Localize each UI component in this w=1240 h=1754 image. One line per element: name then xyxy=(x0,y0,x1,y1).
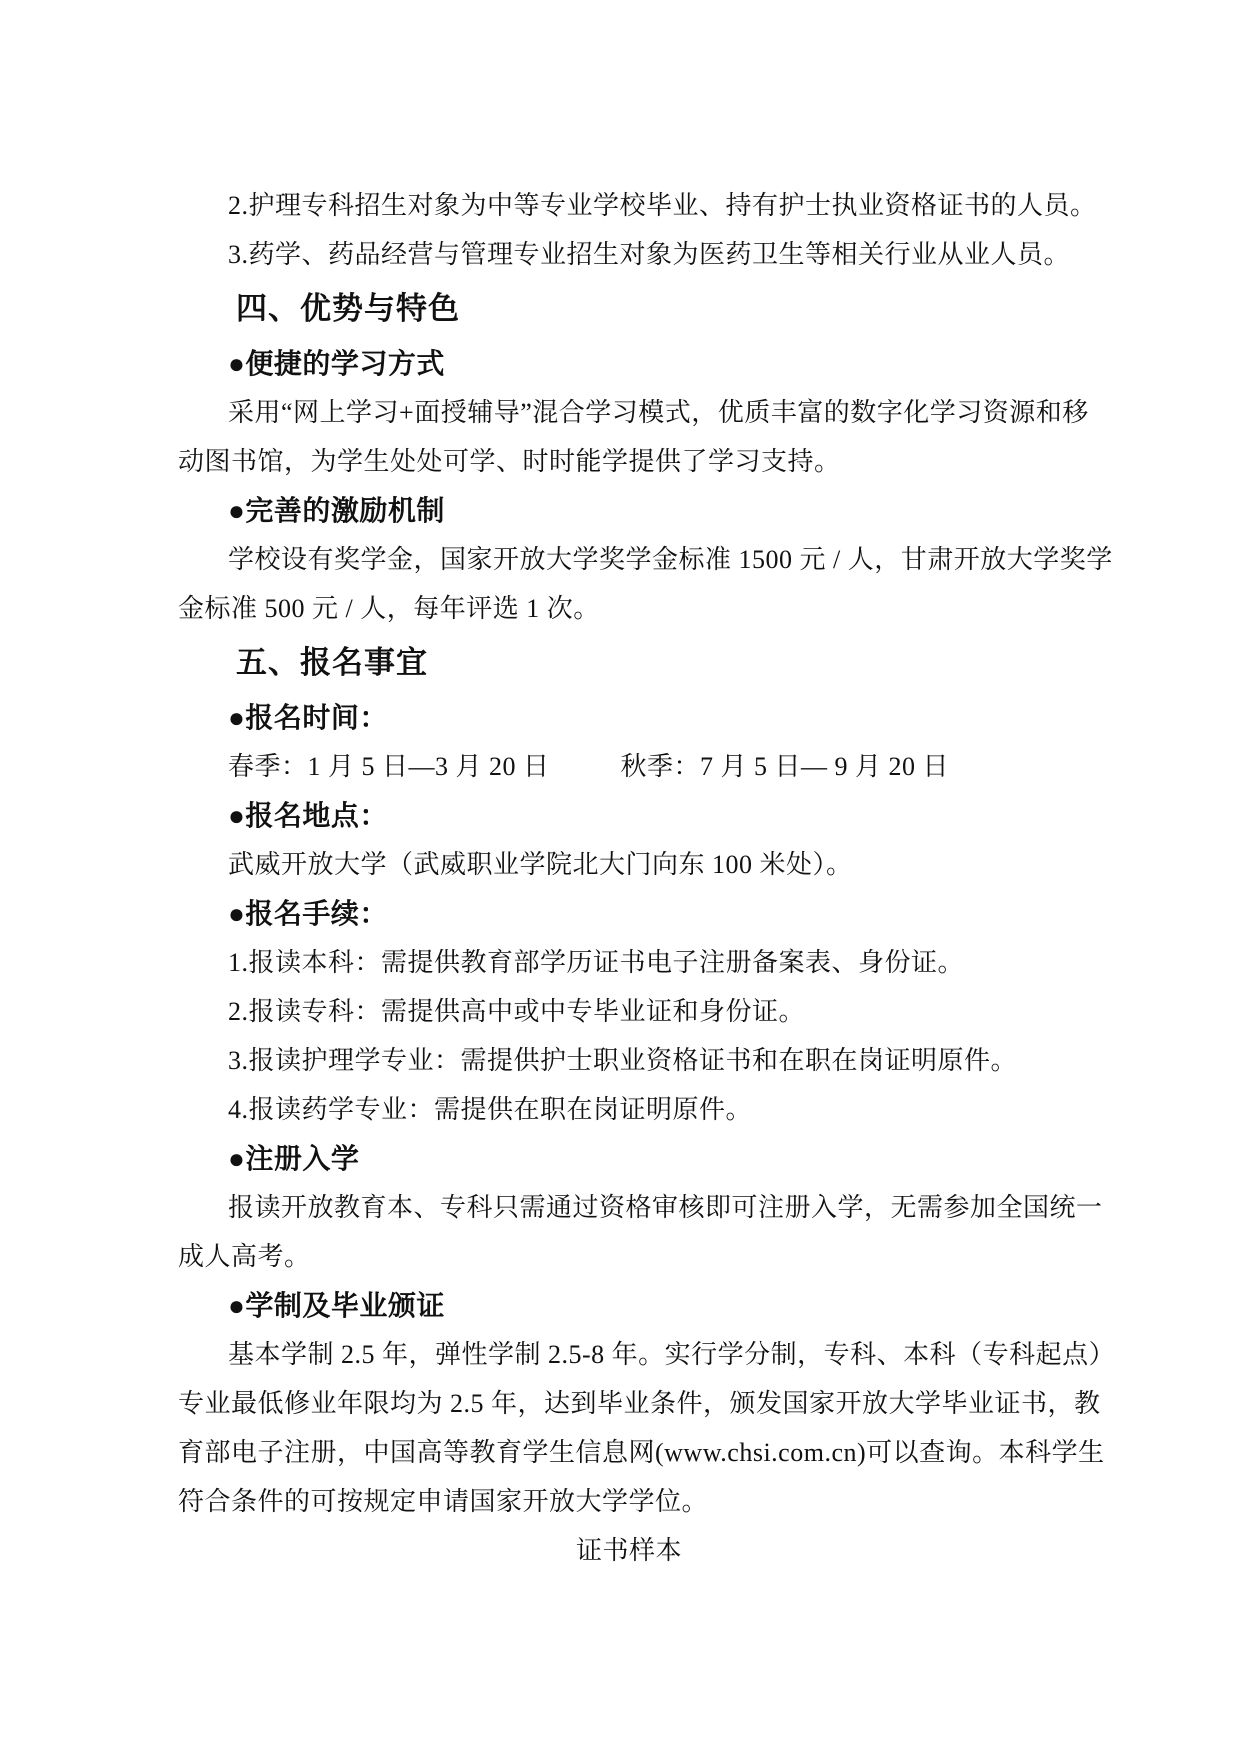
incentive-text-1: 学校设有奖学金，国家开放大学奖学金标准 1500 元 / 人，甘肃开放大学奖学 xyxy=(228,545,1113,574)
enrollment-text-1: 报读开放教育本、专科只需通过资格审核即可注册入学，无需参加全国统一 xyxy=(228,1193,1103,1222)
study-mode-text-1: 采用“网上学习+面授辅导”混合学习模式，优质丰富的数字化学习资源和移 xyxy=(228,398,1089,427)
bullet-study-mode: ●便捷的学习方式 xyxy=(228,348,445,379)
schooling-text-4: 符合条件的可按规定申请国家开放大学学位。 xyxy=(178,1487,709,1516)
bullet-enrollment: ●注册入学 xyxy=(228,1143,360,1174)
incentive-text-2: 金标准 500 元 / 人，每年评选 1 次。 xyxy=(178,594,600,623)
registration-place-text: 武威开放大学（武威职业学院北大门向东 100 米处）。 xyxy=(228,850,853,879)
study-mode-text-2: 动图书馆，为学生处处可学、时时能学提供了学习支持。 xyxy=(178,447,841,476)
bullet-incentive: ●完善的激励机制 xyxy=(228,495,445,526)
registration-time-spring: 春季：1 月 5 日—3 月 20 日 xyxy=(228,752,550,781)
procedure-item-1: 1.报读本科：需提供教育部学历证书电子注册备案表、身份证。 xyxy=(228,948,965,977)
certificate-sample-caption: 证书样本 xyxy=(575,1536,682,1565)
admission-target-note-3: 3.药学、药品经营与管理专业招生对象为医药卫生等相关行业从业人员。 xyxy=(228,240,1071,269)
schooling-text-1: 基本学制 2.5 年，弹性学制 2.5-8 年。实行学分制，专科、本科（专科起点） xyxy=(228,1340,1116,1369)
section-heading-advantages: 四、优势与特色 xyxy=(236,291,460,326)
procedure-item-3: 3.报读护理学专业：需提供护士职业资格证书和在职在岗证明原件。 xyxy=(228,1046,1018,1075)
procedure-item-2: 2.报读专科：需提供高中或中专毕业证和身份证。 xyxy=(228,997,806,1026)
bullet-registration-time: ●报名时间： xyxy=(228,702,388,733)
schooling-text-2: 专业最低修业年限均为 2.5 年，达到毕业条件，颁发国家开放大学毕业证书，教 xyxy=(178,1389,1101,1418)
bullet-registration-procedure: ●报名手续： xyxy=(228,898,388,929)
registration-time-text xyxy=(178,742,1080,791)
admission-target-note-2: 2.护理专科招生对象为中等专业学校毕业、持有护士执业资格证书的人员。 xyxy=(228,191,1097,220)
procedure-item-4: 4.报读药学专业：需提供在职在岗证明原件。 xyxy=(228,1095,753,1124)
schooling-text-3: 育部电子注册，中国高等教育学生信息网(www.chsi.com.cn)可以查询。本科学生 xyxy=(178,1438,1105,1467)
bullet-schooling-diploma: ●学制及毕业颁证 xyxy=(228,1290,445,1321)
bullet-registration-place: ●报名地点： xyxy=(228,800,388,831)
section-heading-registration: 五、报名事宜 xyxy=(236,645,428,680)
enrollment-text-2: 成人高考。 xyxy=(178,1242,311,1271)
registration-time-autumn: 秋季：7 月 5 日— 9 月 20 日 xyxy=(620,752,950,781)
